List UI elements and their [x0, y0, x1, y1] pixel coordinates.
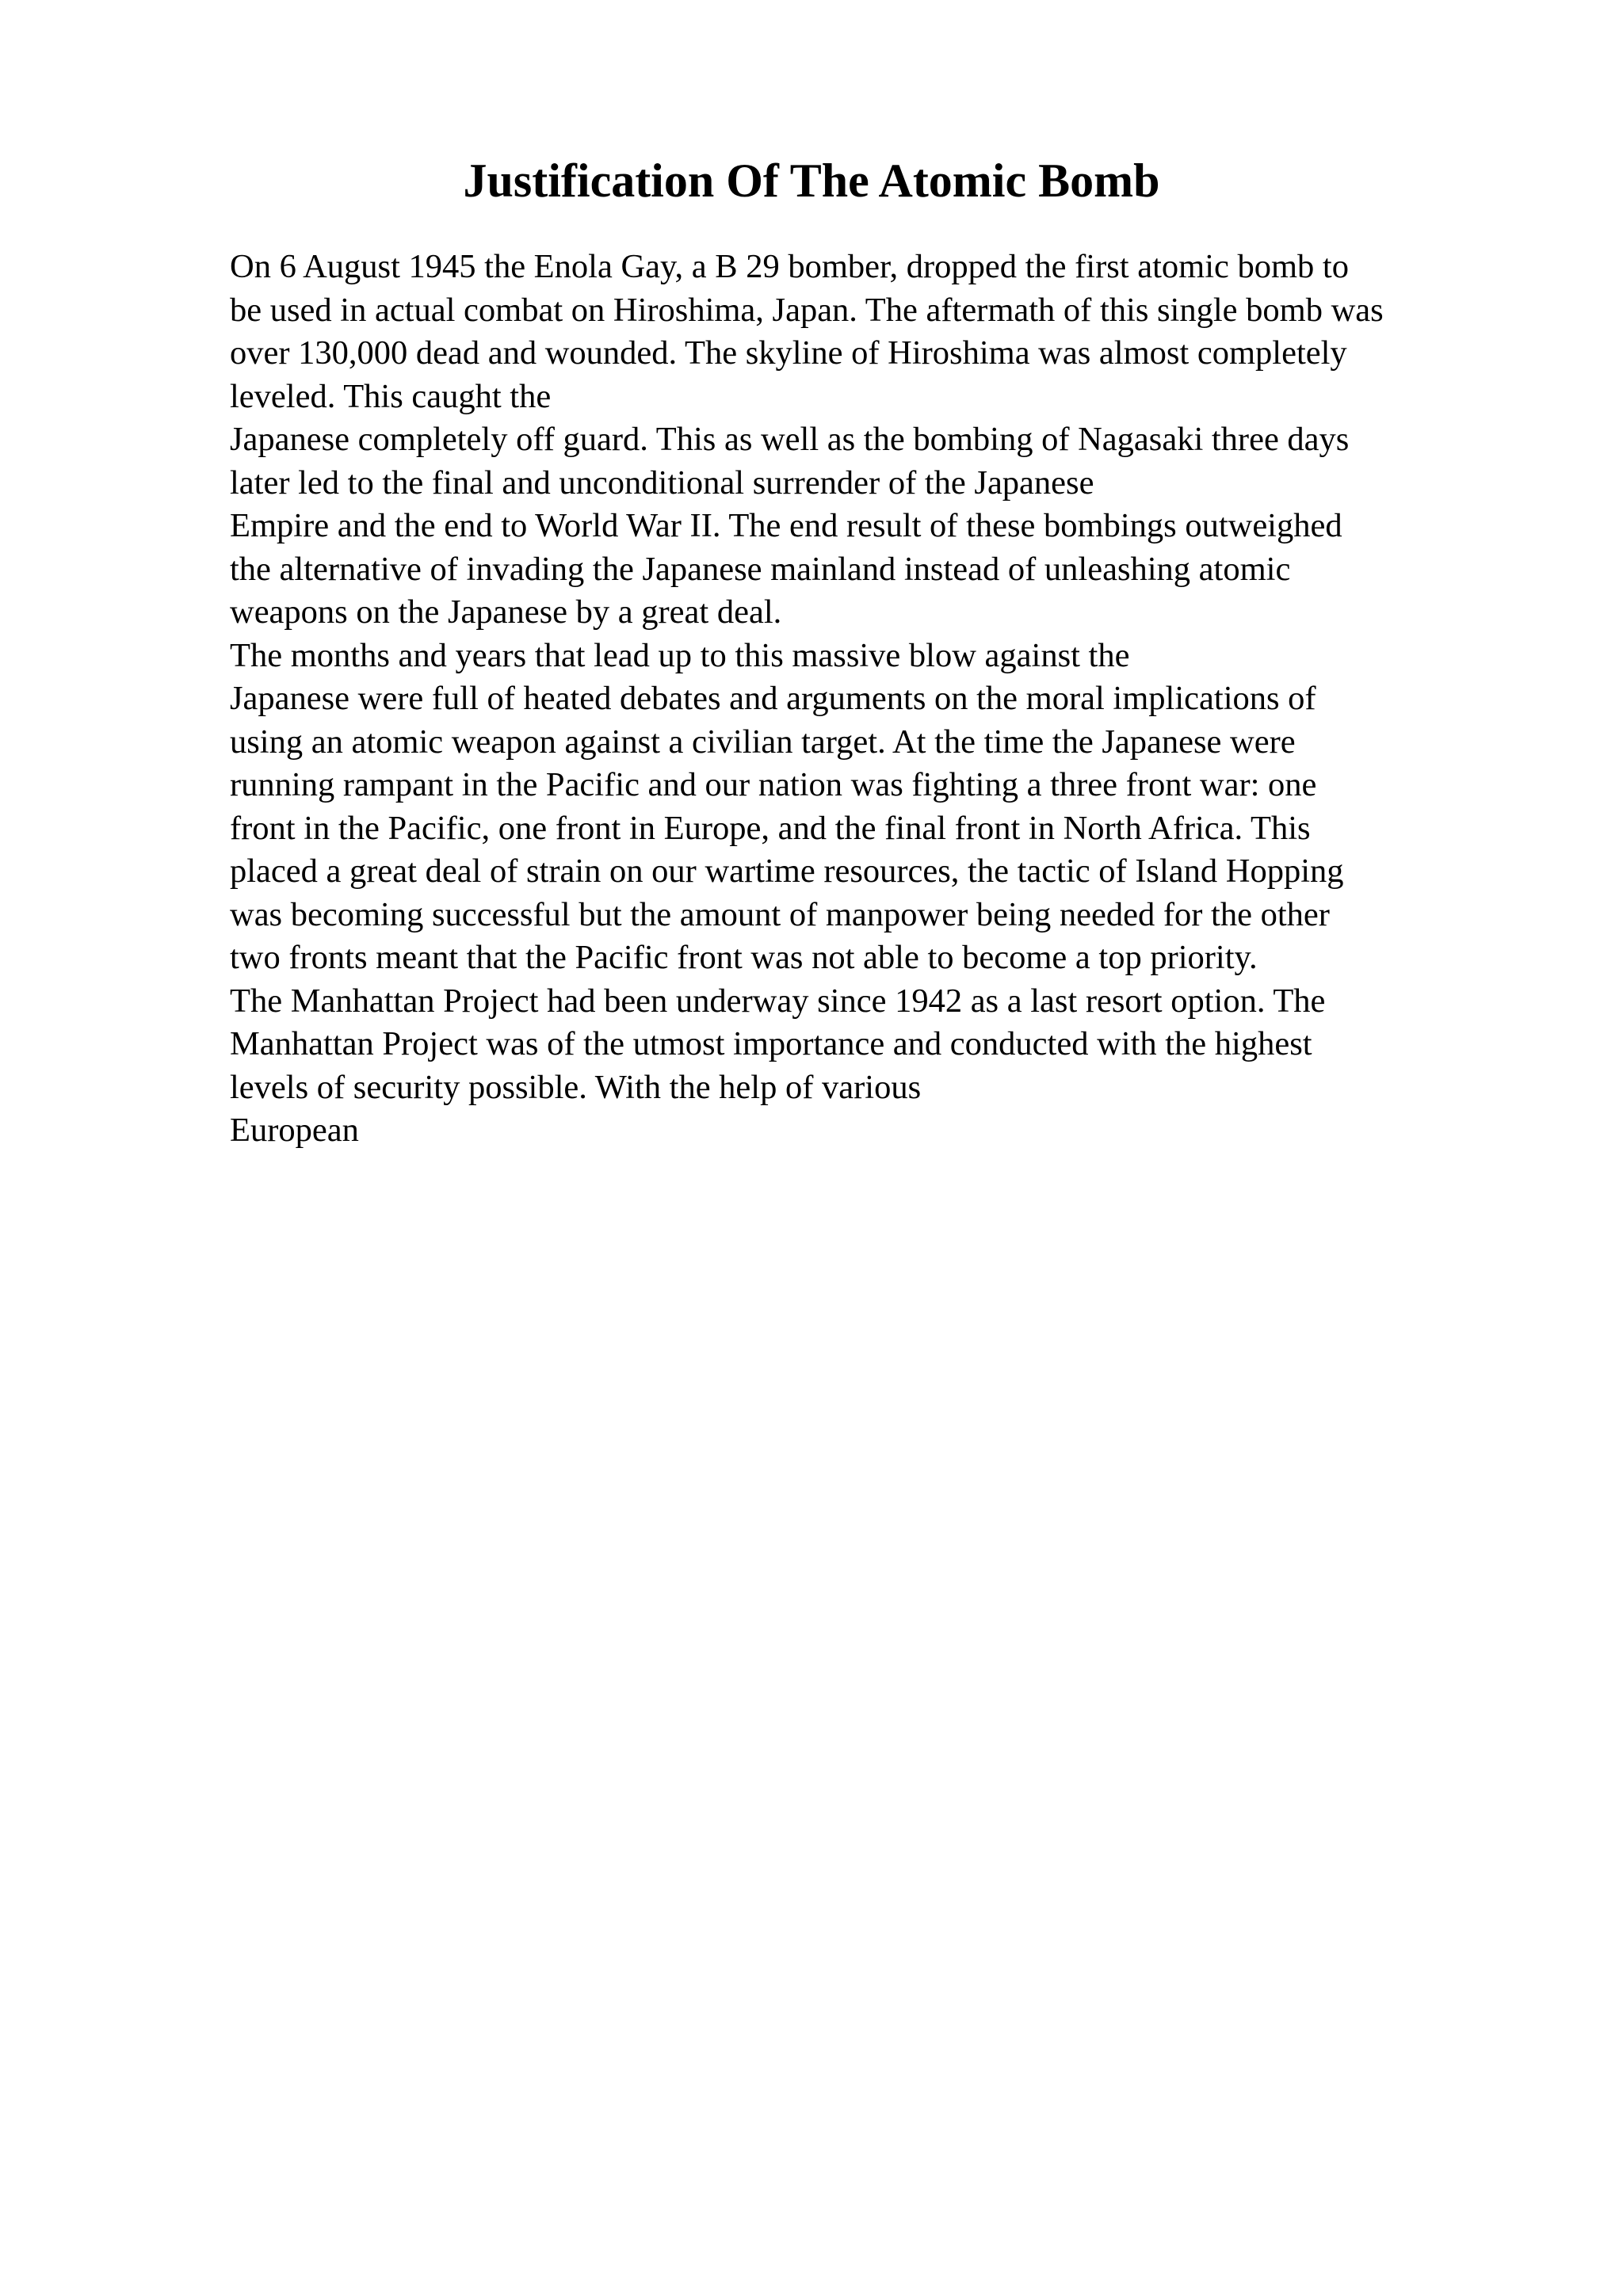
body-line-5: Japanese completely off guard. This as well as the bombing of Nagasaki three days [230, 421, 1350, 458]
body-line-3: over 130,000 dead and wounded. The skyline of Hiroshima was almost completely [230, 334, 1347, 372]
body-line-18: The Manhattan Project had been underway since 1942 as a last resort option. The [230, 982, 1326, 1020]
body-line-12: using an atomic weapon against a civilian target. At the time the Japanese were [230, 723, 1296, 761]
body-line-1: On 6 August 1945 the Enola Gay, a B 29 bomber, dropped the first atomic bomb to [230, 248, 1349, 285]
body-line-11: Japanese were full of heated debates and arguments on the moral implications of [230, 680, 1316, 717]
body-line-13: running rampant in the Pacific and our nation was fighting a three front war: one [230, 766, 1317, 803]
document-title: Justification Of The Atomic Bomb [463, 154, 1160, 207]
body-line-10: The months and years that lead up to this massive blow against the [230, 636, 1130, 674]
body-line-21: European [230, 1112, 359, 1149]
body-line-15: placed a great deal of strain on our wartime resources, the tactic of Island Hopping [230, 852, 1344, 890]
body-line-7: Empire and the end to World War II. The end result of these bombings outweighed [230, 507, 1342, 544]
body-line-16: was becoming successful but the amount of manpower being needed for the other [230, 895, 1330, 933]
body-line-17: two fronts meant that the Pacific front was not able to become a top priority. [230, 939, 1258, 976]
body-line-14: front in the Pacific, one front in Europe, and the final front in North Africa. This [230, 809, 1311, 847]
document-body [230, 246, 1545, 1153]
body-line-9: weapons on the Japanese by a great deal. [230, 593, 782, 631]
body-line-2: be used in actual combat on Hiroshima, Japan. The aftermath of this single bomb was [230, 291, 1384, 329]
body-line-20: levels of security possible. With the help of various [230, 1068, 922, 1106]
body-line-6: later led to the final and unconditional surrender of the Japanese [230, 463, 1094, 502]
body-line-8: the alternative of invading the Japanese mainland instead of unleashing atomic [230, 550, 1291, 588]
body-line-19: Manhattan Project was of the utmost importance and conducted with the highest [230, 1025, 1312, 1062]
body-line-4: leveled. This caught the [230, 377, 552, 415]
